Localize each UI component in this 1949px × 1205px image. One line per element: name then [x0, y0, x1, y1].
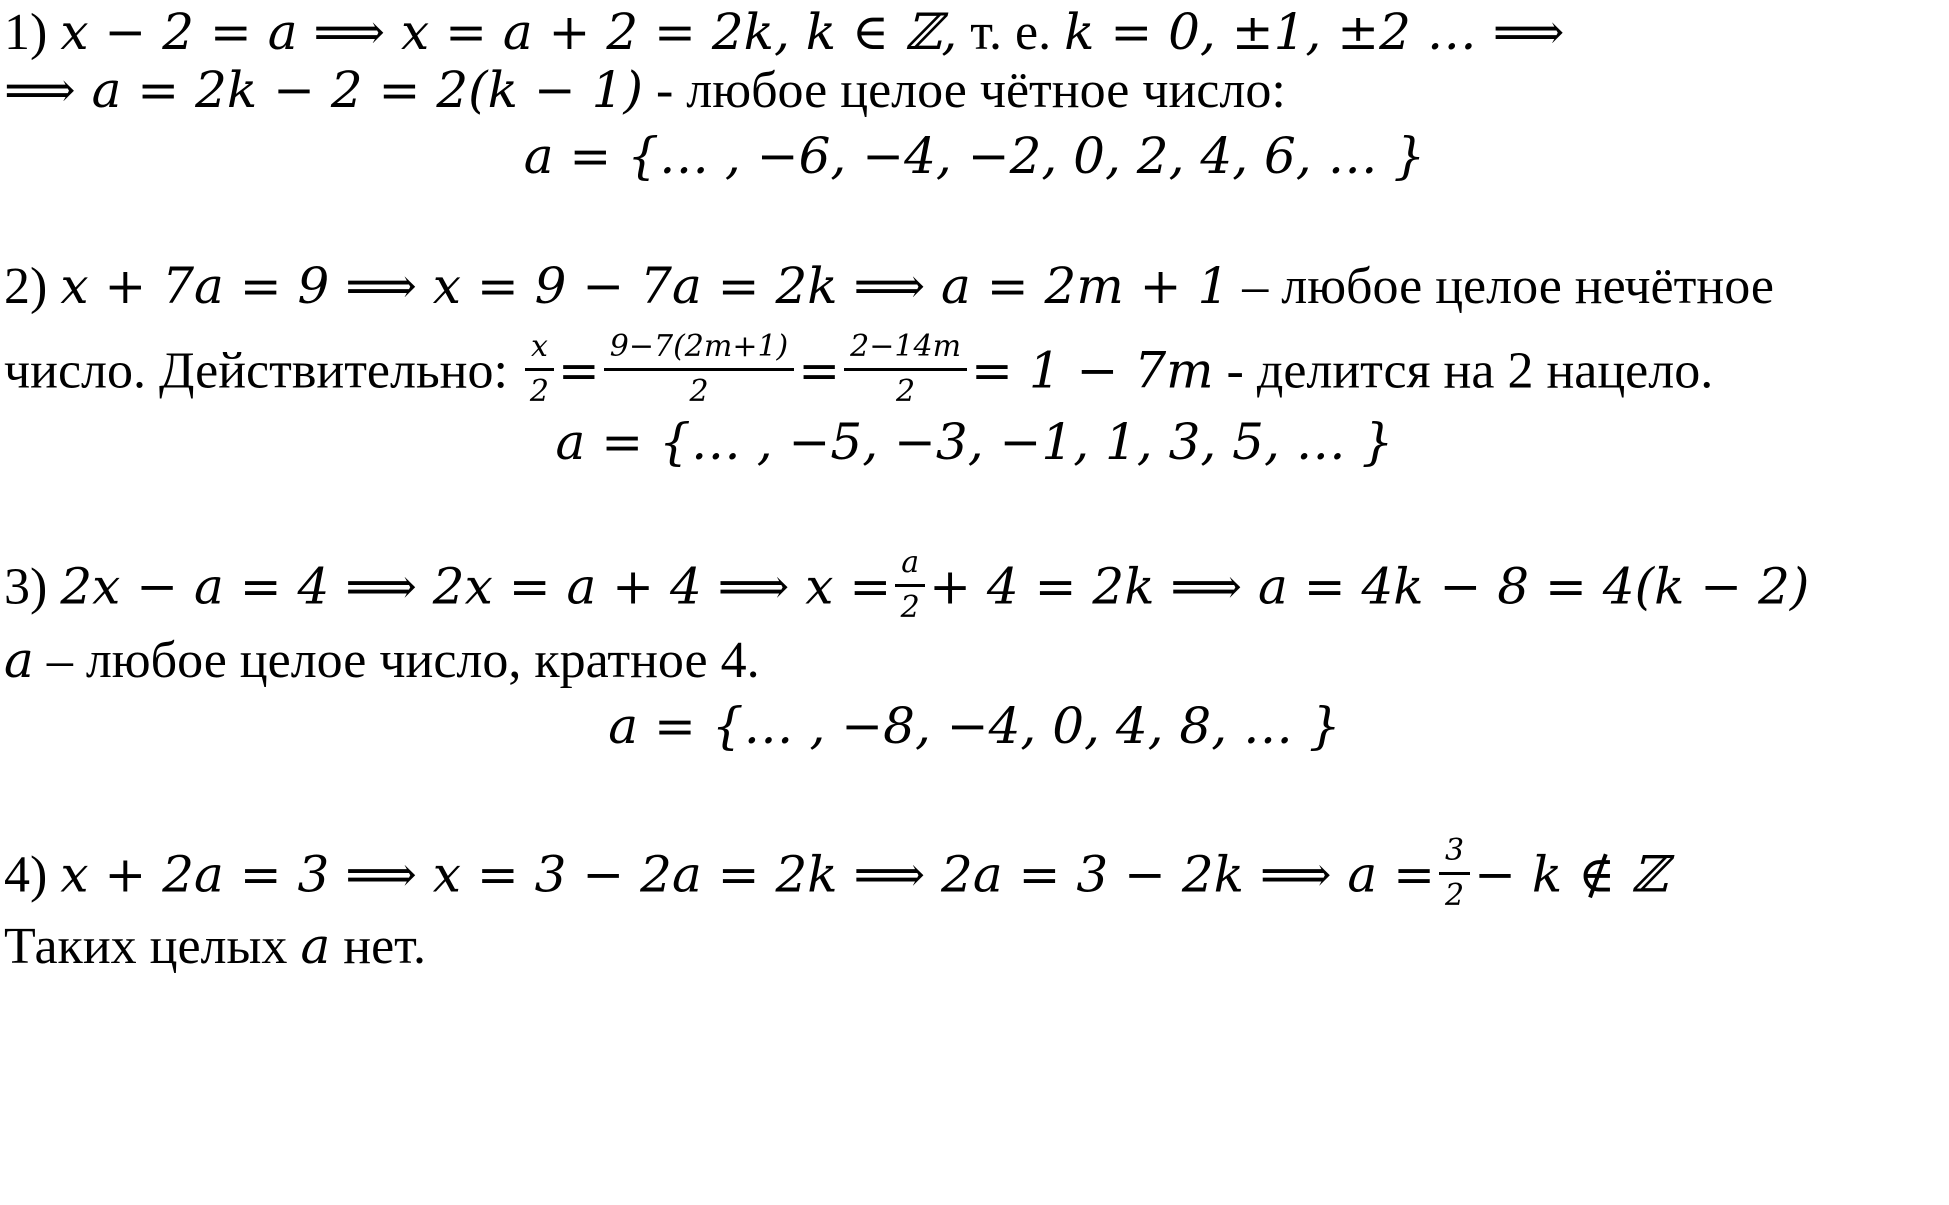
- fraction: [895, 544, 925, 627]
- equation: = 1 − 7m: [971, 341, 1214, 400]
- numerator: 3: [1439, 832, 1470, 875]
- text: число. Действительно:: [4, 342, 521, 400]
- numerator: a: [895, 544, 925, 587]
- denominator: 2: [689, 374, 709, 409]
- set-equation: a = {… , −6, −4, −2, 0, 2, 4, 6, … }: [523, 127, 1426, 185]
- denominator: 2: [900, 590, 920, 625]
- equation: x − 2 = a ⟹ x = a + 2 = 2k, k ∈ ℤ,: [60, 3, 958, 61]
- item-number: 3): [4, 558, 48, 616]
- text: Таких целых: [4, 918, 301, 975]
- equation: x + 7a = 9 ⟹ x = 9 − 7a = 2k ⟹ a = 2m + 1: [60, 257, 1230, 315]
- text: нет.: [330, 918, 426, 975]
- equation: − k ∉ ℤ: [1474, 845, 1668, 904]
- fraction: [525, 328, 554, 411]
- numerator: 9−7(2m+1): [604, 328, 794, 371]
- block4-line1: [4, 833, 1668, 921]
- equation: 2x − a = 4 ⟹ 2x = a + 4 ⟹ x =: [60, 557, 892, 616]
- item-number: 2): [4, 258, 48, 315]
- fraction: [1439, 832, 1470, 915]
- denominator: 2: [1445, 878, 1465, 913]
- set-equation: a = {… , −8, −4, 0, 4, 8, … }: [608, 697, 1341, 755]
- block3-line2: [4, 630, 760, 691]
- text: – любое целое нечётное: [1229, 258, 1774, 315]
- item-number: 4): [4, 846, 48, 904]
- text: - делится на 2 нацело.: [1213, 342, 1714, 400]
- equals-sign: =: [798, 341, 841, 400]
- item-number: 1): [4, 4, 48, 61]
- numerator: 2−14m: [844, 328, 967, 371]
- text: – любое целое число, кратное 4.: [33, 632, 760, 689]
- block1-set: [0, 126, 1949, 187]
- block2-line1: [4, 256, 1774, 317]
- variable: a: [4, 631, 34, 689]
- block2-set: [0, 412, 1949, 473]
- equation: k = 0, ±1, ±2 … ⟹: [1064, 3, 1565, 61]
- block4-line2: [4, 916, 426, 977]
- fraction: [844, 328, 967, 411]
- numerator: x: [525, 328, 554, 371]
- variable: a: [300, 917, 331, 975]
- block2-line2: [4, 329, 1714, 417]
- fraction: [604, 328, 794, 411]
- block3-set: [0, 696, 1949, 757]
- denominator: 2: [896, 374, 916, 409]
- set-equation: a = {… , −5, −3, −1, 1, 3, 5, … }: [555, 413, 1394, 471]
- equation: ⟹ a = 2k − 2 = 2(k − 1): [4, 61, 643, 119]
- block1-line2: [4, 60, 1286, 121]
- equals-sign: =: [557, 341, 600, 400]
- block1-line1: [4, 2, 1564, 63]
- block3-line1: [4, 545, 1810, 633]
- equation: x + 2a = 3 ⟹ x = 3 − 2a = 2k ⟹ 2a = 3 − 2k ⟹ a =: [60, 845, 1436, 904]
- text: - любое целое чётное число:: [642, 62, 1286, 119]
- text: т. е.: [957, 4, 1065, 61]
- equation: + 4 = 2k ⟹ a = 4k − 8 = 4(k − 2): [929, 557, 1810, 616]
- denominator: 2: [529, 374, 549, 409]
